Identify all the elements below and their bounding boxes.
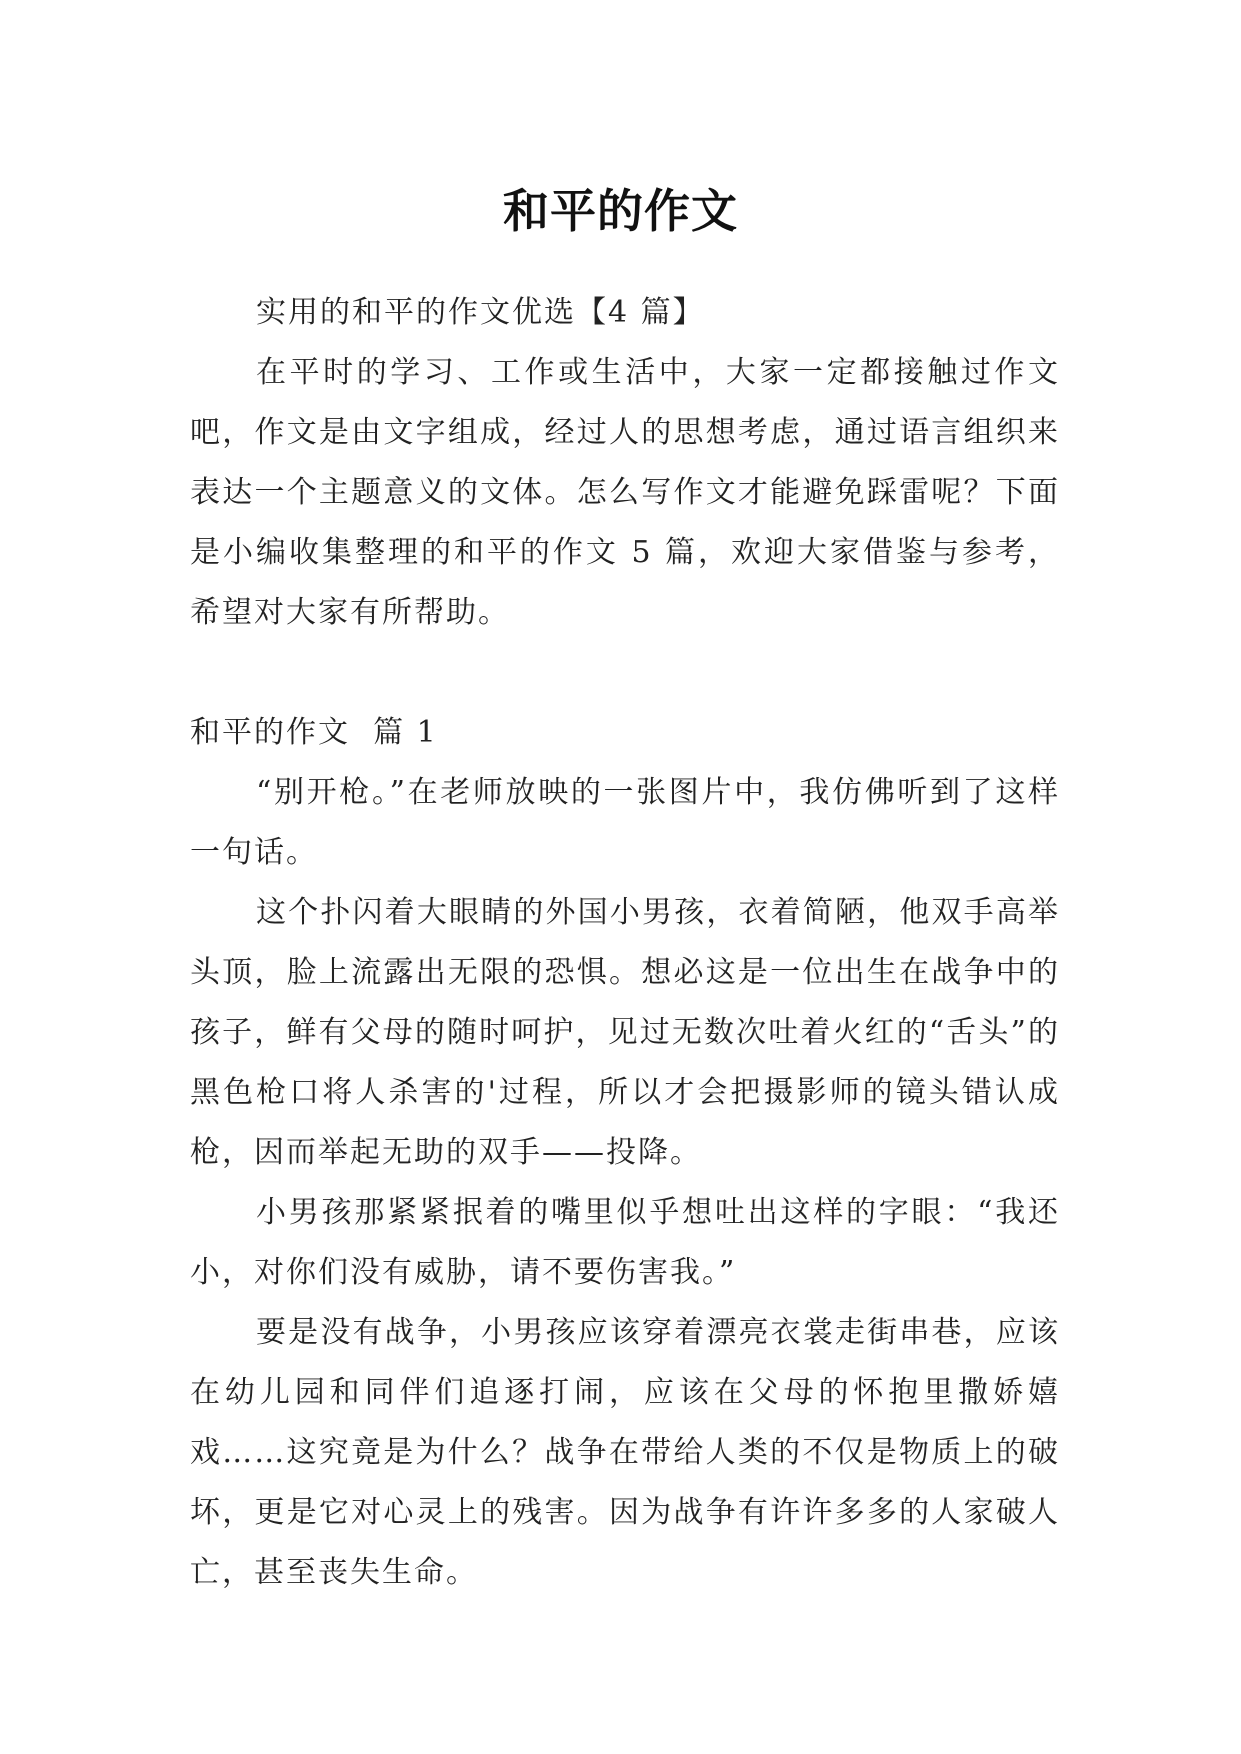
- body-paragraph: 要是没有战争，小男孩应该穿着漂亮衣裳走街串巷，应该在幼儿园和同伴们追逐打闹，应该在父母的怀抱里撒娇嬉戏……这究竟是为什么？战争在带给人类的不仅是物质上的破坏，更是它对心灵上的残害。因为战争有许许多多的人家破人亡，甚至丧失生命。: [190, 1315, 1060, 1590]
- section-heading: 和平的作文 篇 1: [190, 715, 438, 750]
- body-paragraph: 这个扑闪着大眼睛的外国小男孩，衣着简陋，他双手高举头顶，脸上流露出无限的恐惧。想必这是一位出生在战争中的孩子，鲜有父母的随时呵护，见过无数次吐着火红的“舌头”的黑色枪口将人杀害的'过程，所以才会把摄影师的镜头错认成枪，因而举起无助的双手——投降。: [190, 895, 1060, 1170]
- document-title: 和平的作文: [503, 183, 738, 238]
- body-paragraph: 小男孩那紧紧抿着的嘴里似乎想吐出这样的字眼：“我还小，对你们没有威胁，请不要伤害我。”: [190, 1195, 1060, 1290]
- section-spacer: [190, 643, 1060, 703]
- body-paragraph: “别开枪。”在老师放映的一张图片中，我仿佛听到了这样一句话。: [190, 775, 1060, 870]
- document-subtitle: 实用的和平的作文优选【4 篇】: [256, 295, 705, 330]
- document-body: [190, 283, 1060, 1603]
- intro-paragraph: 在平时的学习、工作或生活中，大家一定都接触过作文吧，作文是由文字组成，经过人的思想考虑，通过语言组织来表达一个主题意义的文体。怎么写作文才能避免踩雷呢？下面是小编收集整理的和平的作文 5 篇，欢迎大家借鉴与参考，希望对大家有所帮助。: [190, 355, 1060, 630]
